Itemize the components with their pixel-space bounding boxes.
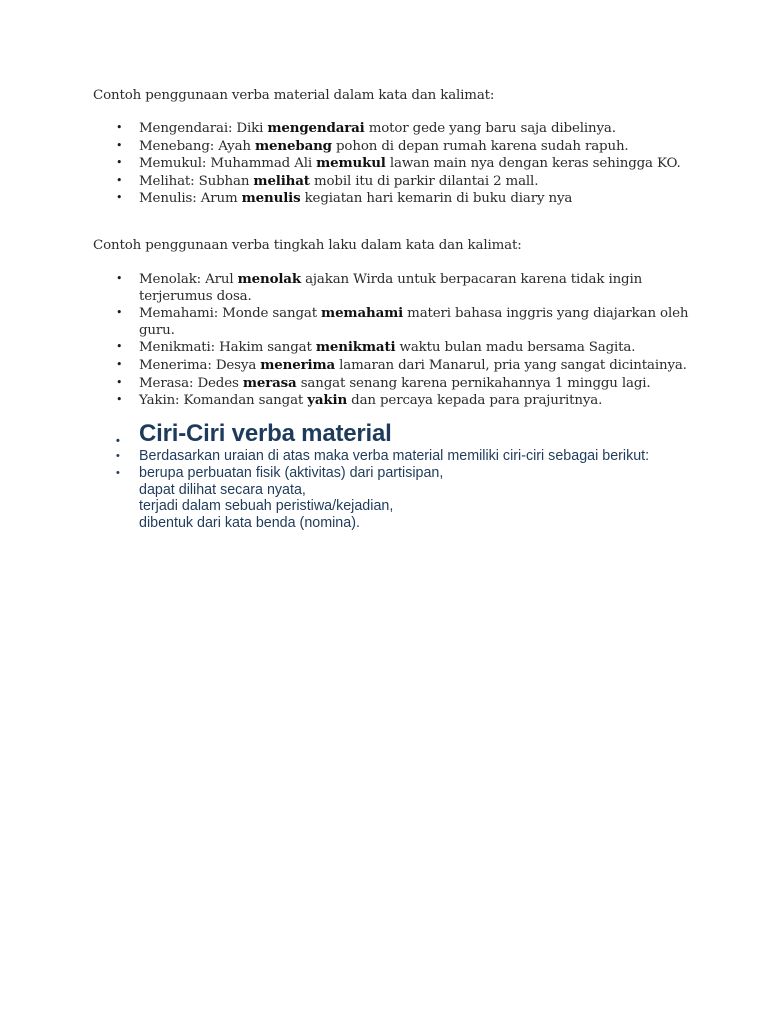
bullet-icon: • bbox=[116, 375, 123, 389]
bullet-icon: • bbox=[116, 340, 123, 354]
verba-tingkah-laku-examples bbox=[93, 271, 693, 410]
verba-material-examples bbox=[93, 120, 693, 208]
list-item: • Melihat: Subhan melihat mobil itu di parkir dilantai 2 mall. bbox=[116, 172, 539, 189]
ciri-characteristics bbox=[93, 465, 693, 532]
list-item: • Menebang: Ayah menebang pohon di depan rumah karena sudah rapuh. bbox=[116, 137, 629, 154]
bullet-icon: • bbox=[116, 191, 123, 205]
list-item: • Mengendarai: Diki mengendarai motor gede yang baru saja dibelinya. bbox=[116, 120, 616, 136]
bullet-icon: • bbox=[116, 173, 123, 187]
section1-intro: Contoh penggunaan verba material dalam kata dan kalimat: bbox=[93, 88, 495, 103]
bullet-icon: • bbox=[116, 138, 123, 152]
list-item: • Merasa: Dedes merasa sangat senang karena pernikahannya 1 minggu lagi. bbox=[116, 374, 651, 391]
list-item: • Yakin: Komandan sangat yakin dan percaya kepada para prajuritnya. bbox=[116, 392, 603, 409]
list-item: • Menerima: Desya menerima lamaran dari Manarul, pria yang sangat dicintainya. bbox=[116, 356, 687, 373]
ciri-line: terjadi dalam sebuah peristiwa/kejadian, bbox=[139, 498, 394, 515]
bullet-icon: • bbox=[116, 156, 123, 170]
bullet-icon: • bbox=[116, 121, 123, 134]
bullet-icon: • bbox=[116, 393, 123, 407]
ciri-line: dapat dilihat secara nyata, bbox=[139, 481, 306, 498]
bullet-icon: • bbox=[116, 306, 123, 320]
ciri-line: dibentuk dari kata benda (nomina). bbox=[139, 515, 360, 532]
list-item: • Menolak: Arul menolak ajakan Wirda untuk berpacaran karena tidak ingin terjerumus dosa. bbox=[116, 271, 643, 304]
list-item: • Memukul: Muhammad Ali memukul lawan main nya dengan keras sehingga KO. bbox=[116, 155, 681, 172]
ciri-line: berupa perbuatan fisik (aktivitas) dari partisipan, bbox=[139, 464, 444, 481]
bullet-icon: • bbox=[116, 272, 123, 285]
ciri-description: • Berdasarkan uraian di atas maka verba material memiliki ciri-ciri sebagai berikut: bbox=[116, 448, 650, 464]
ciri-verba-material-list bbox=[93, 420, 693, 532]
bullet-icon: • bbox=[116, 435, 120, 447]
bullet-icon: • bbox=[116, 357, 123, 371]
bullet-icon: • bbox=[116, 450, 120, 462]
bullet-icon: • bbox=[116, 466, 120, 479]
section2-intro: Contoh penggunaan verba tingkah laku dalam kata dan kalimat: bbox=[93, 238, 522, 253]
list-item: • Memahami: Monde sangat memahami materi bahasa inggris yang diajarkan oleh guru. bbox=[116, 305, 689, 338]
list-item: • Menulis: Arum menulis kegiatan hari kemarin di buku diary nya bbox=[116, 190, 573, 207]
list-item: • Menikmati: Hakim sangat menikmati waktu bulan madu bersama Sagita. bbox=[116, 339, 636, 356]
ciri-heading: • Ciri-Ciri verba material bbox=[93, 420, 693, 448]
